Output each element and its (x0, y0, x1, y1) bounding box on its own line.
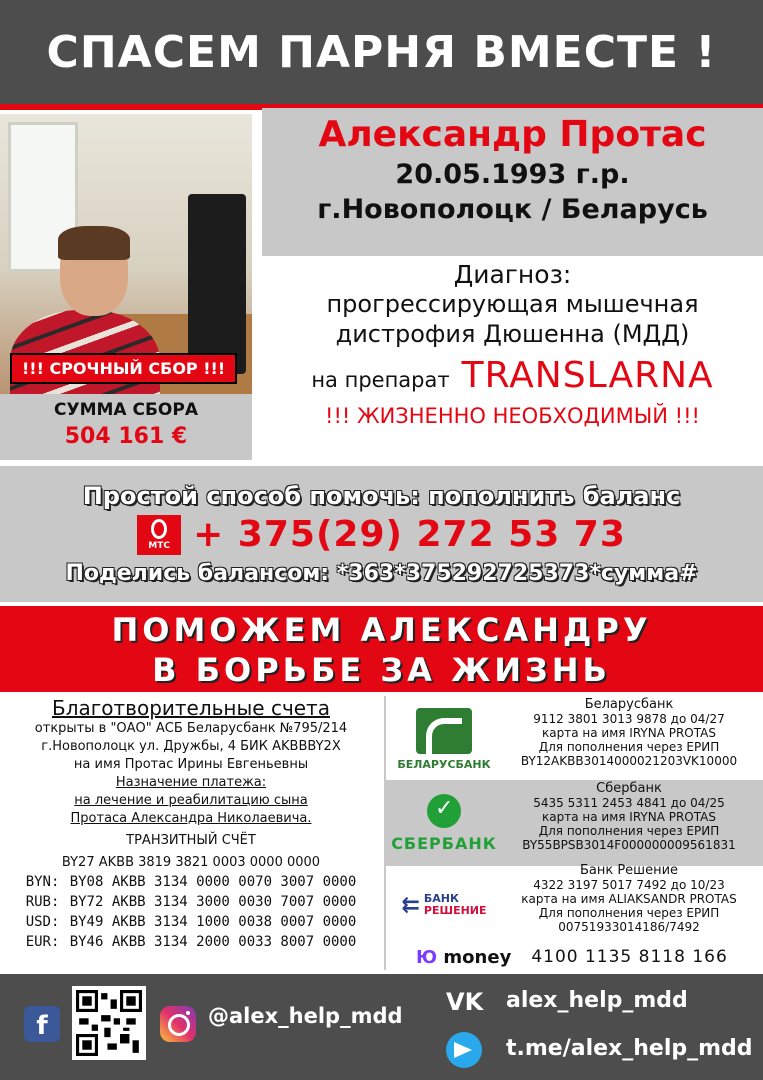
facebook-icon[interactable]: f (24, 1006, 60, 1042)
slogan-banner (0, 606, 763, 692)
diagnosis-label: Диагноз: (453, 260, 572, 289)
bank-name: Банк Решение (579, 863, 679, 878)
account-currency: BYN: (25, 874, 60, 890)
urgent-badge: !!! СРОЧНЫЙ СБОР !!! (10, 353, 237, 384)
footer (0, 974, 763, 1080)
help-title: Простой способ помочь: пополнить баланс (82, 482, 681, 510)
belarusbank-logo-icon: БЕЛАРУСБАНК (392, 702, 496, 776)
bank-details (498, 782, 760, 852)
sum-label: СУММА СБОРА (54, 400, 198, 420)
slogan-line1: ПОМОЖЕМ АЛЕКСАНДРУ (111, 611, 652, 649)
account-number[interactable]: BY08 AKBB 3134 0000 0070 3007 0000 (69, 874, 357, 890)
telegram-icon[interactable] (446, 1032, 482, 1068)
bank-card-reshenie (386, 862, 763, 948)
charity-accounts (0, 696, 382, 970)
card-holder: карта на имя IRYNA PROTAS (542, 810, 716, 824)
diagnosis-line2: дистрофия Дюшенна (МДД) (335, 320, 690, 348)
phone-number[interactable]: + 375(29) 272 53 73 (193, 514, 626, 555)
charity-line2: г.Новополоцк ул. Дружбы, 4 БИК AKBBBY2X (41, 739, 341, 754)
drug-prefix: на препарат (311, 368, 450, 392)
vk-handle[interactable]: alex_help_mdd (506, 988, 688, 1013)
vital-note: !!! ЖИЗНЕННО НЕОБХОДИМЫЙ !!! (325, 404, 700, 428)
phone-row (0, 514, 763, 555)
person-birth: 20.05.1993 г.р. (395, 159, 630, 190)
erip-code[interactable]: 00751933014186/7492 (558, 920, 700, 934)
bank-card-sberbank (386, 780, 763, 866)
share-balance-code: Поделись балансом: *363*375292725373*сумма# (65, 561, 698, 586)
erip-code[interactable]: BY12AKBB3014000021203VK10000 (520, 754, 738, 768)
account-currency: USD: (25, 914, 60, 930)
erip-label: Для пополнения через ЕРИП (538, 824, 720, 838)
umoney-logo-icon: Ю money (416, 946, 512, 968)
bank-name: Беларусбанк (584, 697, 674, 712)
account-row (0, 912, 382, 932)
person-city: г.Новополоцк / Беларусь (317, 194, 708, 225)
erip-code[interactable]: BY55BPSB3014F000000009561831 (522, 838, 736, 852)
person-name: Александр Протас (318, 114, 707, 155)
account-row (0, 932, 382, 952)
bank-card-belarusbank (386, 696, 763, 782)
mts-logo-icon: МТС (137, 515, 181, 555)
account-number[interactable]: BY49 AKBB 3134 1000 0038 0007 0000 (69, 914, 357, 930)
bank-details (498, 698, 760, 768)
account-currency: RUB: (25, 894, 60, 910)
erip-label: Для пополнения через ЕРИП (538, 906, 720, 920)
slogan-line2: В БОРЬБЕ ЗА ЖИЗНЬ (152, 651, 611, 689)
card-holder: карта на имя ALIAKSANDR PROTAS (521, 892, 737, 906)
drug-row (262, 355, 763, 396)
photo-person-hair (58, 226, 130, 260)
transit-label: ТРАНЗИТНЫЙ СЧЁТ (126, 833, 256, 848)
purpose-label: Назначение платежа: (115, 775, 267, 790)
telegram-handle[interactable]: t.me/alex_help_mdd (506, 1036, 753, 1061)
umoney-row (386, 944, 763, 970)
qr-code-icon (72, 986, 146, 1060)
diagnosis-line1: прогрессирующая мышечная (326, 290, 699, 318)
bank-details (498, 864, 760, 934)
sberbank-logo-icon: ✓ СБЕРБАНК (392, 786, 496, 860)
card-number[interactable]: 9112 3801 3013 9878 до 04/27 (533, 712, 725, 726)
fundraising-sum (0, 394, 252, 460)
help-block (0, 466, 763, 602)
bank-reshenie-logo-icon: ⇇ БАНК РЕШЕНИЕ (401, 892, 487, 918)
diagnosis-block (262, 258, 763, 460)
purpose-line2: Протаса Александра Николаевича. (70, 811, 312, 826)
erip-label: Для пополнения через ЕРИП (538, 740, 720, 754)
sum-value: 504 161 € (64, 424, 188, 449)
person-info (262, 108, 763, 256)
account-row (0, 892, 382, 912)
account-row (0, 872, 382, 892)
charity-line1: открыты в "ОАО" АСБ Беларусбанк №795/214 (34, 721, 348, 736)
account-number[interactable]: BY72 AKBB 3134 3000 0030 7007 0000 (69, 894, 357, 910)
instagram-handle[interactable]: @alex_help_mdd (208, 1004, 403, 1028)
header (0, 0, 763, 104)
account-number[interactable]: BY46 AKBB 3134 2000 0033 8007 0000 (69, 934, 357, 950)
card-number[interactable]: 4322 3197 5017 7492 до 10/23 (533, 878, 725, 892)
card-number[interactable]: 5435 5311 2453 4841 до 04/25 (533, 796, 725, 810)
card-holder: карта на имя IRYNA PROTAS (542, 726, 716, 740)
person-photo (0, 114, 252, 394)
transit-account: BY27 AKBB 3819 3821 0003 0000 0000 (61, 855, 321, 870)
charity-line3: на имя Протас Ирины Евгеньевны (73, 757, 309, 772)
vk-icon[interactable]: VK (446, 988, 484, 1016)
photo-monitor (188, 194, 246, 374)
bank-name: Сбербанк (596, 781, 662, 796)
drug-name: TRANSLARNA (461, 355, 714, 396)
page-title: СПАСЕМ ПАРНЯ ВМЕСТЕ ! (46, 26, 717, 78)
umoney-wallet-number[interactable]: 4100 1135 8118 166 (531, 947, 728, 967)
account-currency: EUR: (25, 934, 60, 950)
charity-title: Благотворительные счета (52, 696, 330, 720)
purpose-line1: на лечение и реабилитацию сына (74, 793, 308, 808)
bank-cards (386, 696, 763, 970)
instagram-icon[interactable] (160, 1006, 196, 1042)
